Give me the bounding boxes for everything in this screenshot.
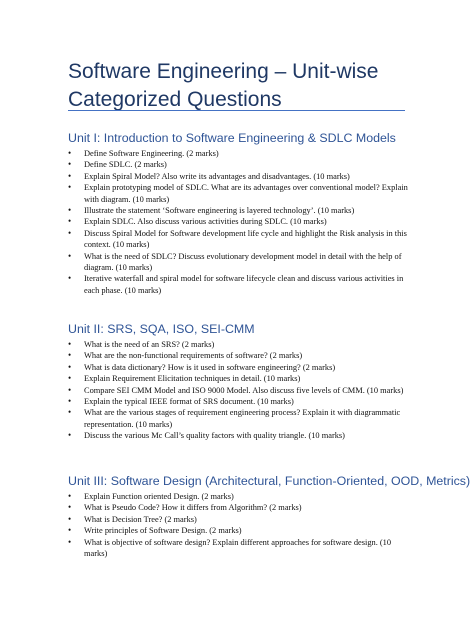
question-item: • Define Software Engineering. (2 marks) (68, 148, 408, 159)
unit-section (68, 321, 408, 442)
question-item: • What is objective of software design? Explain different approaches for software design. (10 marks) (68, 537, 408, 560)
question-item: • Discuss the various Mc Call’s quality factors with quality triangle. (10 marks) (68, 430, 408, 441)
unit-heading: Unit III: Software Design (Architectural, Function-Oriented, OOD, Metrics) (68, 474, 471, 488)
unit-heading: Unit II: SRS, SQA, ISO, SEI-CMM (68, 322, 255, 336)
question-item: • Discuss Spiral Model for Software development life cycle and highlight the Risk analysis in this context. (10 marks) (68, 228, 408, 251)
question-item: • Explain Spiral Model? Also write its advantages and disadvantages. (10 marks) (68, 171, 408, 182)
question-item: • Define SDLC. (2 marks) (68, 159, 408, 170)
unit-section (68, 473, 471, 559)
document-title: Software Engineering – Unit-wise Categorized Questions (68, 60, 379, 111)
question-item: • What is the need of SDLC? Discuss evolutionary development model in detail with the help of diagram. (10 marks) (68, 251, 408, 274)
question-item: • Explain Requirement Elicitation techniques in detail. (10 marks) (68, 373, 408, 384)
question-list (68, 491, 408, 559)
question-item: • Illustrate the statement ‘Software engineering is layered technology’. (10 marks) (68, 205, 408, 216)
question-item: • Iterative waterfall and spiral model for software lifecycle clean and discuss various activities in each phase. (10 marks) (68, 273, 408, 296)
question-item: • Explain Function oriented Design. (2 marks) (68, 491, 408, 502)
title-underline (68, 110, 405, 111)
unit-heading: Unit I: Introduction to Software Engineering & SDLC Models (68, 131, 396, 145)
question-item: • Explain prototyping model of SDLC. What are its advantages over conventional model? Explain with diagram. (10 marks) (68, 182, 408, 205)
question-item: • Compare SEI CMM Model and ISO 9000 Model. Also discuss five levels of CMM. (10 marks) (68, 385, 408, 396)
question-item: • What are the various stages of requirement engineering process? Explain it with diagrammatic representation. (10 marks) (68, 407, 408, 430)
unit-section (68, 130, 408, 296)
question-item: • What is Pseudo Code? How it differs from Algorithm? (2 marks) (68, 502, 408, 513)
question-item: • Explain SDLC. Also discuss various activities during SDLC. (10 marks) (68, 216, 408, 227)
question-item: • Explain the typical IEEE format of SRS document. (10 marks) (68, 396, 408, 407)
question-list (68, 148, 408, 296)
question-list (68, 339, 408, 442)
question-item: • Write principles of Software Design. (2 marks) (68, 525, 408, 536)
question-item: • What is the need of an SRS? (2 marks) (68, 339, 408, 350)
question-item: • What is Decision Tree? (2 marks) (68, 514, 408, 525)
question-item: • What are the non-functional requirements of software? (2 marks) (68, 350, 408, 361)
question-item: • What is data dictionary? How is it used in software engineering? (2 marks) (68, 362, 408, 373)
